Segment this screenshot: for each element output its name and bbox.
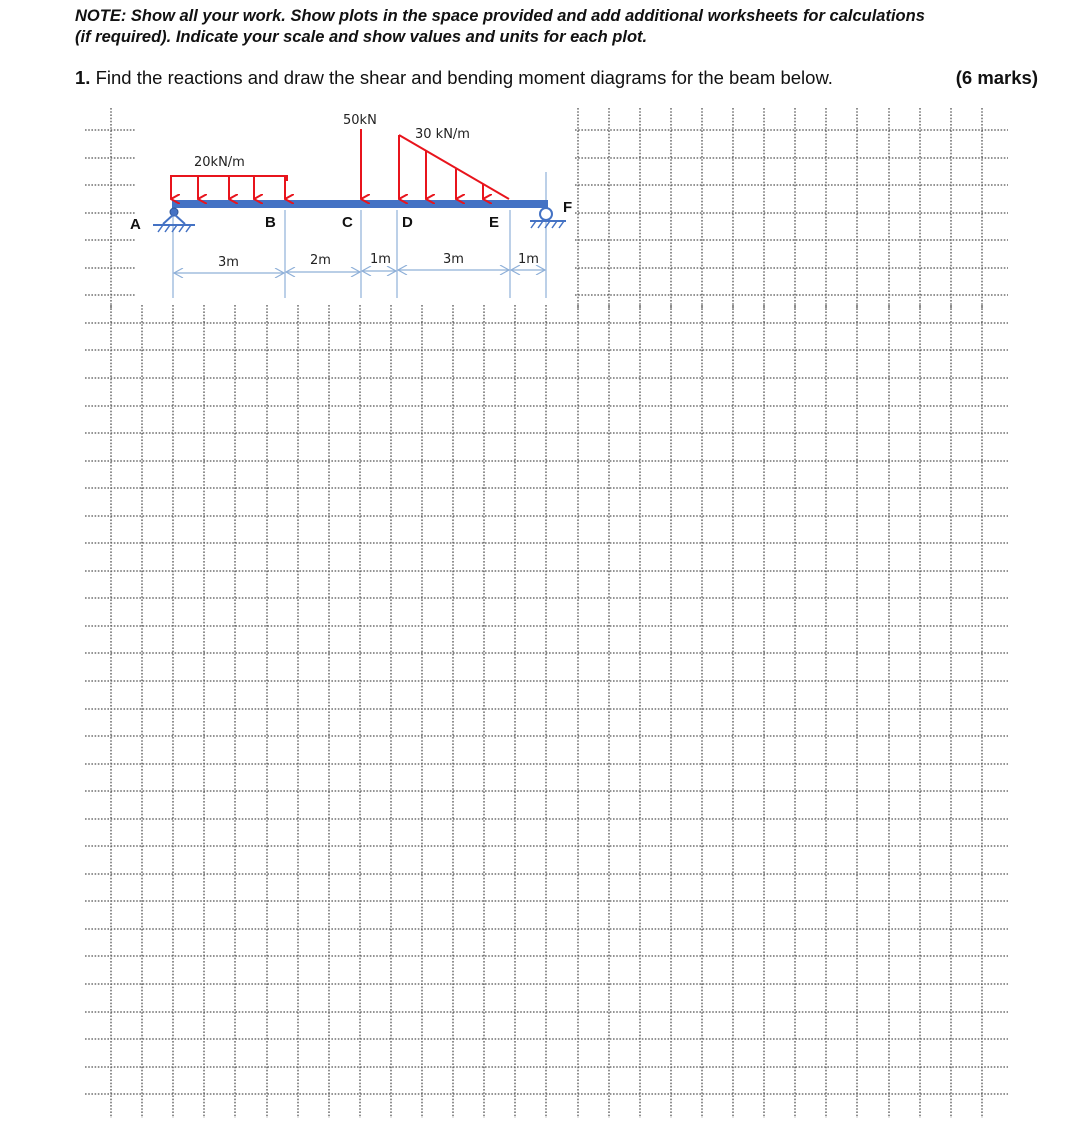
beam <box>172 200 548 208</box>
point-E-label: E <box>489 214 500 231</box>
udl-load <box>171 176 287 199</box>
point-C-label: C <box>342 214 353 231</box>
question-marks: (6 marks) <box>955 67 1038 88</box>
span-label-AB: 3m <box>218 255 239 270</box>
point-F-label: F <box>563 199 573 216</box>
point-B-label: B <box>265 214 276 231</box>
point-A-label: A <box>130 216 141 233</box>
roller-support-F <box>530 208 566 228</box>
question-number: 1. <box>75 67 91 88</box>
span-label-EF: 1m <box>518 252 539 267</box>
span-label-CD: 1m <box>370 252 391 267</box>
beam-diagram <box>130 113 572 298</box>
point-D-label: D <box>402 214 413 231</box>
note-line-1: NOTE: Show all your work. Show plots in the space provided and add additional worksheets for calculations <box>75 7 925 25</box>
udl-label: 20kN/m <box>194 155 245 170</box>
pin-support-A <box>153 208 195 232</box>
note-line-2: (if required). Indicate your scale and show values and units for each plot. <box>75 28 648 46</box>
span-label-DE: 3m <box>443 252 464 267</box>
span-label-BC: 2m <box>310 253 331 268</box>
triangular-load <box>399 135 509 199</box>
triangular-load-label: 30 kN/m <box>415 127 470 142</box>
point-load-label: 50kN <box>343 113 377 128</box>
question-text: Find the reactions and draw the shear and bending moment diagrams for the beam below. <box>95 67 833 88</box>
